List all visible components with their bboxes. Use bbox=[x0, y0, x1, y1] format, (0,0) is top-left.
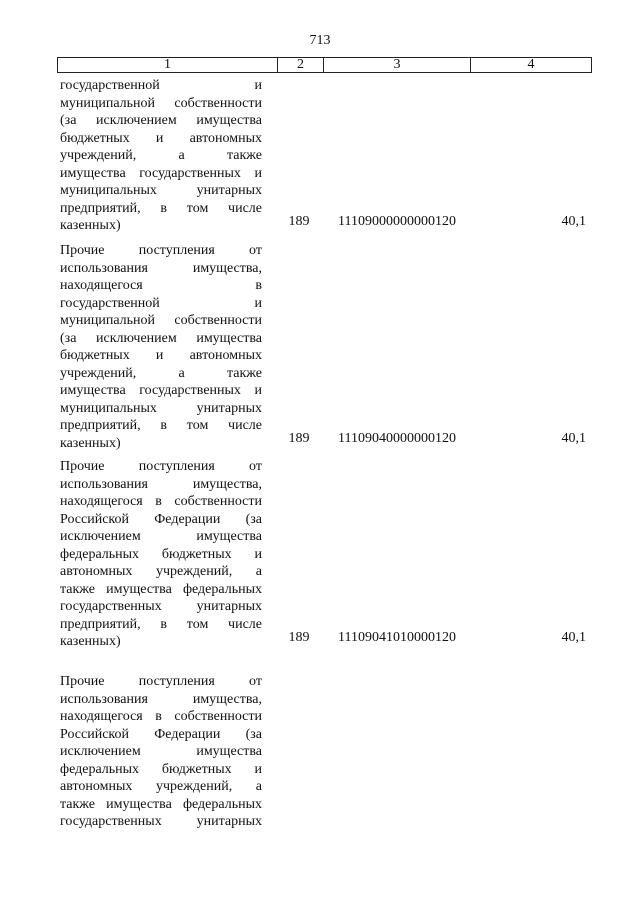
description-line: муниципальных унитарных bbox=[60, 400, 262, 416]
page-number: 713 bbox=[309, 33, 331, 48]
description-line: государственной и bbox=[60, 78, 262, 93]
description-line: использования имущества, bbox=[60, 691, 262, 707]
description-line: исключением имущества bbox=[60, 529, 262, 544]
description-line: находящегося в собственности bbox=[60, 494, 262, 509]
row-amount: 40,1 bbox=[561, 630, 586, 645]
row-admin-code: 189 bbox=[288, 630, 310, 645]
description-line: предприятий, в том числе bbox=[60, 418, 262, 433]
description-line: государственных унитарных bbox=[60, 814, 262, 829]
column-header-1: 1 bbox=[58, 58, 278, 73]
description-line: учреждений, а также bbox=[60, 365, 262, 381]
description-line: учреждений, а также bbox=[60, 148, 262, 163]
row-admin-code: 189 bbox=[288, 431, 310, 446]
column-header-table bbox=[57, 57, 592, 73]
description-line: федеральных бюджетных и bbox=[60, 546, 262, 562]
description-line: (за исключением имущества bbox=[60, 330, 262, 346]
description-line: государственной и bbox=[60, 295, 262, 311]
description-line: муниципальной собственности bbox=[60, 313, 262, 328]
description-line: казенных) bbox=[60, 218, 121, 233]
description-line: находящегося в bbox=[60, 278, 262, 293]
description-line: муниципальных унитарных bbox=[60, 183, 262, 198]
row-kbk-code: 11109040000000120 bbox=[338, 431, 456, 446]
row-description bbox=[60, 673, 262, 831]
description-line: Прочие поступления от bbox=[60, 674, 262, 689]
row-admin-code: 189 bbox=[288, 214, 310, 229]
description-line: автономных учреждений, а bbox=[60, 779, 262, 794]
description-line: федеральных бюджетных и bbox=[60, 761, 262, 777]
description-line: бюджетных и автономных bbox=[60, 130, 262, 146]
description-line: имущества государственных и bbox=[60, 165, 262, 181]
description-line: Прочие поступления от bbox=[60, 243, 262, 258]
description-line: также имущества федеральных bbox=[60, 796, 262, 812]
description-line: использования имущества, bbox=[60, 476, 262, 492]
description-line: имущества государственных и bbox=[60, 383, 262, 398]
description-line: бюджетных и автономных bbox=[60, 348, 262, 363]
row-description bbox=[60, 458, 262, 651]
column-header-2: 2 bbox=[278, 58, 324, 73]
description-line: государственных унитарных bbox=[60, 599, 262, 614]
row-description bbox=[60, 242, 262, 452]
row-amount: 40,1 bbox=[561, 214, 586, 229]
description-line: Прочие поступления от bbox=[60, 459, 262, 474]
description-line: (за исключением имущества bbox=[60, 113, 262, 128]
column-header-3: 3 bbox=[324, 58, 471, 73]
row-description bbox=[60, 77, 262, 235]
row-kbk-code: 11109000000000120 bbox=[338, 214, 456, 229]
description-line: предприятий, в том числе bbox=[60, 200, 262, 216]
description-line: также имущества федеральных bbox=[60, 581, 262, 597]
description-line: муниципальной собственности bbox=[60, 95, 262, 111]
description-line: автономных учреждений, а bbox=[60, 564, 262, 579]
description-line: находящегося в собственности bbox=[60, 709, 262, 724]
column-header-row bbox=[58, 58, 592, 73]
row-kbk-code: 11109041010000120 bbox=[338, 630, 456, 645]
description-line: исключением имущества bbox=[60, 744, 262, 759]
description-line: использования имущества, bbox=[60, 260, 262, 276]
row-amount: 40,1 bbox=[561, 431, 586, 446]
column-header-4: 4 bbox=[471, 58, 592, 73]
description-line: казенных) bbox=[60, 634, 121, 649]
description-line: предприятий, в том числе bbox=[60, 616, 262, 632]
description-line: Российской Федерации (за bbox=[60, 726, 262, 742]
description-line: Российской Федерации (за bbox=[60, 511, 262, 527]
description-line: казенных) bbox=[60, 435, 121, 451]
